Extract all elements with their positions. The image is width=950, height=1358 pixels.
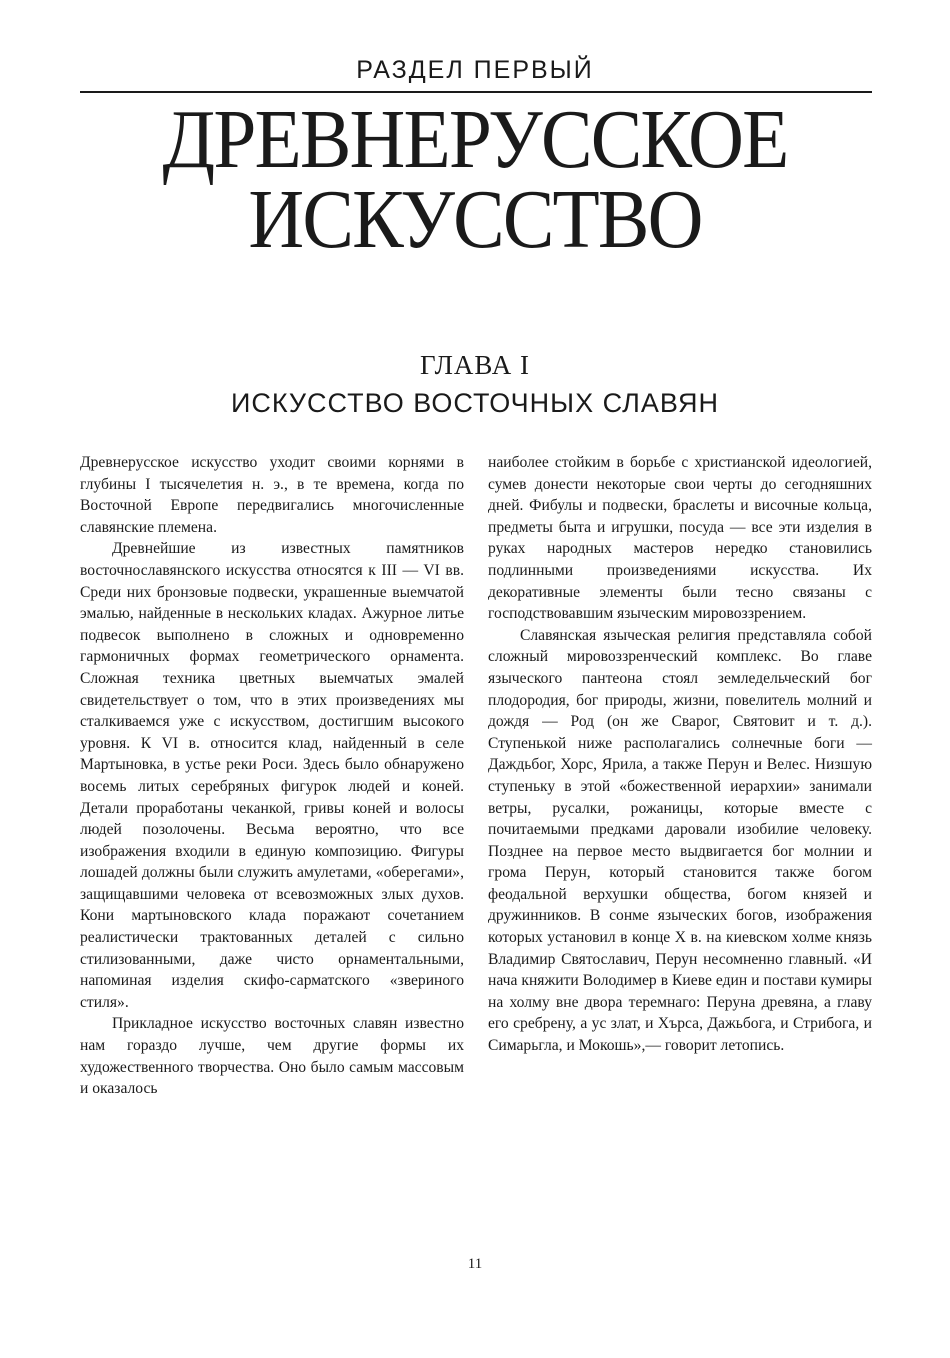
chapter-number: ГЛАВА I xyxy=(420,350,530,380)
left-column xyxy=(80,452,464,1100)
page-number: 11 xyxy=(467,1256,483,1272)
main-title-line-1: ДРЕВНЕРУССКОЕ xyxy=(162,93,788,186)
right-column xyxy=(488,452,872,1057)
paragraph: Прикладное искусство восточных славян известно нам гораздо лучше, чем другие формы их художественного творчества. Оно было самым массовым и оказалось xyxy=(80,1015,464,1098)
paragraph: Древнейшие из известных памятников восточнославянского искусства относятся к III — VI вв. Среди них бронзовые подвески, украшенные выемчатой эмалью, найденные в нескольких кладах. Ажурное литье подвесок выполнено в сложных и одновременно гармоничных формах геометрического орнамента. Сложная техника цветных выемчатых эмалей свидетельствует о том, что в этих произведениях мы сталкиваемся уже с искусством, достигшим высокого уровня. К VI в. относится клад, найденный в селе Мартыновка, в устье реки Роси. Здесь было обнаружено восемь литых серебряных фигурок людей и коней. Детали проработаны чеканкой, гривы коней и волосы людей позолочены. Весьма вероятно, что все изображения входили в единую композицию. Фигуры лошадей должны были служить амулетами, «оберегами», защищавшими человека от всевозможных злых духов. Кони мартыновского клада поражают сочетанием реалистически трактованных деталей с сильно стилизованными, даже чисто орнаментальными, напоминая изделия скифо-сарматского «звериного стиля». xyxy=(80,540,464,1011)
chapter-title: ИСКУССТВО ВОСТОЧНЫХ СЛАВЯН xyxy=(230,388,720,418)
paragraph: наиболее стойким в борьбе с христианской идеологией, сумев донести некоторые свои черты до сегодняшних дней. Фибулы и подвески, браслеты и височные кольца, предметы быта и игрушки, посуда — все эти изделия в руках народных мастеров нередко становились подлинными произведениями искусства. Их декоративные элементы были тесно связаны с господствовавшим языческим мировоззрением. xyxy=(488,454,872,623)
main-title xyxy=(38,93,912,266)
paragraph: Славянская языческая религия представляла собой сложный мировоззренческий комплекс. Во главе языческого пантеона стоял земледельческий бог плодородия, бог природы, жизни, повелитель молний и дождя — Род (он же Сварог, Святовит и т. д.). Ступенькой ниже располагались солнечные боги — Даждьбог, Хорс, Ярила, а также Перун и Велес. Низшую ступеньку в этой «божественной иерархии» занимали ветры, русалки, рожаницы, которые вместе с почитаемыми предками даровали изобилие человеку. Позднее на первое место выдвигается бог молнии и грома Перун, который становится также богом феодальной верхушки общества, богом князей и дружинников. В сонме языческих богов, изображения которых установил в конце X в. на киевском холме князь Владимир Святославич, Перун несомненно главный. «И нача княжити Володимер в Киеве един и постави кумиры на холму вне двора теремнаго: Перуна древяна, а главу его сребрену, а ус злат, и Хърса, Дажьбога, и Стрибога, и Симарьгла, и Мокошь»,— говорит летопись. xyxy=(488,626,872,1055)
paragraph: Древнерусское искусство уходит своими корнями в глубины I тысячелетия н. э., в те времена, когда по Восточной Европе передвигались многочисленные славянские племена. xyxy=(80,454,464,536)
section-label: РАЗДЕЛ ПЕРВЫЙ xyxy=(356,56,594,84)
main-title-line-2: ИСКУССТВО xyxy=(248,173,702,266)
